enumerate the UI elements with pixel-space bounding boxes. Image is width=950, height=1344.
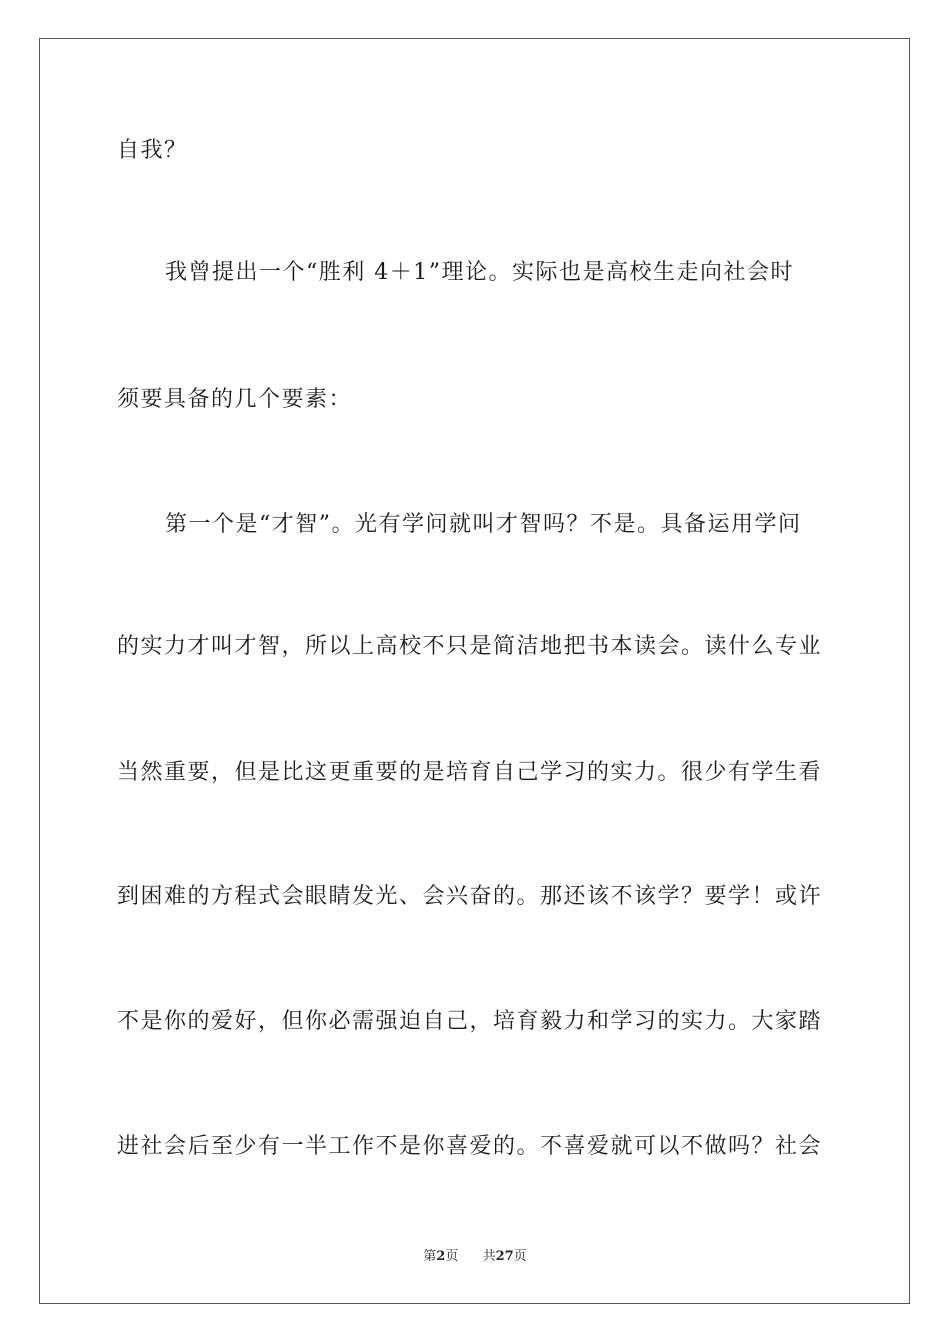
body-text-line: 当然重要，但是比这更重要的是培育自己学习的实力。很少有学生看 xyxy=(117,760,823,785)
body-text-line: 到困难的方程式会眼睛发光、会兴奋的。那还该不该学？要学！或许 xyxy=(117,884,823,909)
total-pages-label: 共27页 xyxy=(482,1249,527,1264)
body-text-line: 第一个是“才智”。光有学问就叫才智吗？不是。具备运用学问 xyxy=(165,512,802,537)
body-text-line: 须要具备的几个要素： xyxy=(117,387,353,412)
body-text-line: 不是你的爱好，但你必需强迫自己，培育毅力和学习的实力。大家踏 xyxy=(117,1009,823,1034)
page-footer xyxy=(0,1248,950,1266)
page-border xyxy=(39,38,910,1304)
body-text-line: 我曾提出一个“胜利 4＋1”理论。实际也是高校生走向社会时 xyxy=(165,260,794,285)
body-text-line: 的实力才叫才智，所以上高校不只是简洁地把书本读会。读什么专业 xyxy=(117,634,823,659)
body-text-line: 进社会后至少有一半工作不是你喜爱的。不喜爱就可以不做吗？社会 xyxy=(117,1134,823,1159)
total-pages: 27 xyxy=(495,1249,514,1264)
page-number: 2 xyxy=(436,1249,446,1264)
body-text-line: 自我？ xyxy=(117,138,188,163)
page-label: 第2页 xyxy=(423,1249,459,1264)
